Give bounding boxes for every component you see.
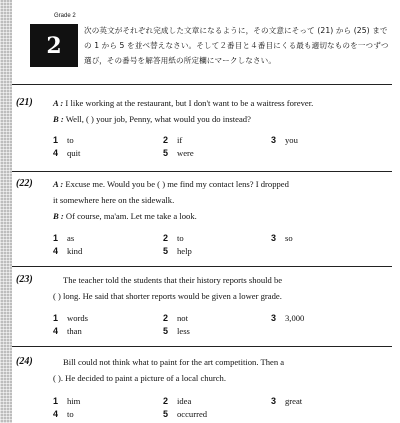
option-item: 2 to [163,233,184,243]
dialogue-line: Excuse me. Would you be ( ) me find my contact lens? I dropped [63,179,289,189]
option-item: 3 you [271,135,298,145]
grade-label: Grade 2 [54,13,76,19]
question-divider [12,266,392,267]
question-23-paragraph [53,272,390,304]
speaker-label: A : [53,98,64,108]
question-number-23: (23) [16,274,33,285]
question-number-box: 2 [30,24,78,67]
option-item: 4 than [53,326,82,336]
paragraph-line: The teacher told the students that their history reports should be [63,275,283,285]
paragraph-line: ( ) long. He said that shorter reports would be given a lower grade. [53,291,282,301]
option-item: 3 so [271,233,293,243]
speaker-label: A : [53,179,64,189]
option-item: 2 idea [163,396,192,406]
option-item: 3 3,000 [271,313,305,323]
paragraph-line: ( ). He decided to paint a picture of a local church. [53,373,226,383]
option-item: 3 great [271,396,303,406]
option-item: 2 if [163,135,183,145]
option-item: 4 kind [53,246,83,256]
question-divider [12,171,392,172]
option-item: 4 to [53,409,74,419]
question-22-dialogue [53,176,390,224]
option-item: 5 help [163,246,192,256]
dialogue-line: it somewhere here on the sidewalk. [53,195,175,205]
question-divider [12,346,392,347]
dialogue-line: Of course, ma'am. Let me take a look. [63,211,197,221]
instructions: 次の英文がそれぞれ完成した文章になるように，その文意にそって (21) から (25) までの 1 から 5 を並べ替えなさい。そして２番目と４番目にくる最も適切なものを一つずつ選び，その番号を解答用紙の所定欄にマークしなさい。 [84,26,389,65]
page-margin-strip [0,0,12,423]
option-item: 2 not [163,313,188,323]
speaker-label: B : [53,114,64,124]
option-item: 1 words [53,313,89,323]
option-item: 4 quit [53,148,81,158]
option-item: 1 to [53,135,74,145]
question-number-21: (21) [16,97,33,108]
speaker-label: B : [53,211,64,221]
question-number-24: (24) [16,356,33,367]
option-item: 1 him [53,396,81,406]
question-number-22: (22) [16,178,33,189]
paragraph-line: Bill could not think what to paint for the art competition. Then a [63,357,285,367]
question-21-dialogue [53,95,390,127]
dialogue-line: Well, ( ) your job, Penny, what would you do instead? [63,114,251,124]
option-item: 1 as [53,233,75,243]
dialogue-line: I like working at the restaurant, but I don't want to be a waitress forever. [63,98,314,108]
option-item: 5 occurred [163,409,208,419]
section-divider [12,84,392,85]
option-item: 5 less [163,326,190,336]
question-24-paragraph [53,354,390,386]
option-item: 5 were [163,148,194,158]
